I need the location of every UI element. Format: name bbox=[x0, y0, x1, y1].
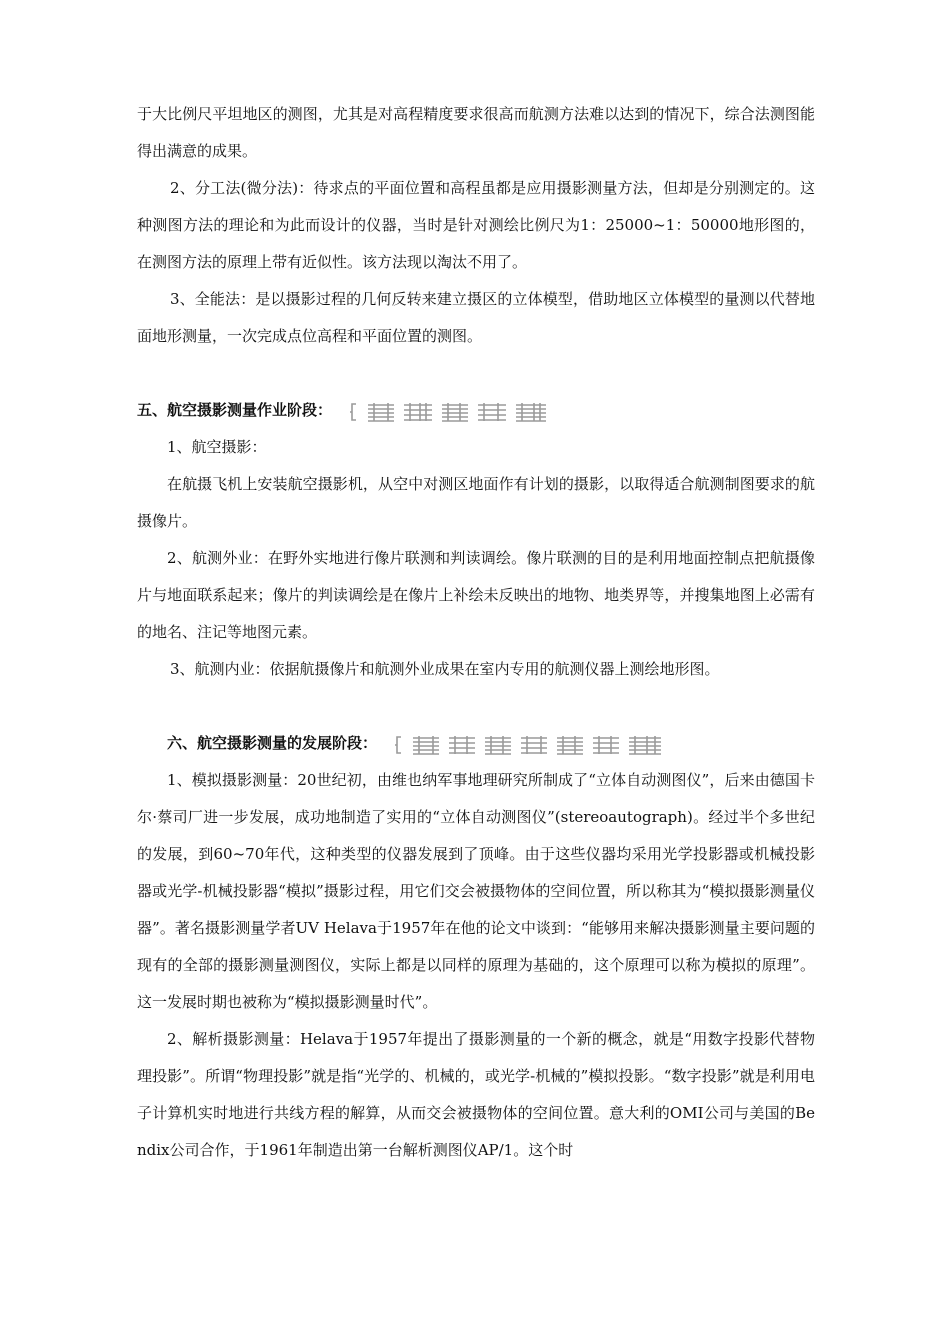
document-body bbox=[137, 96, 815, 1169]
section-6-item-1: 1、模拟摄影测量：20世纪初，由维也纳军事地理研究所制成了“立体自动测图仪”，后来由德国卡尔·蔡司厂进一步发展，成功地制造了实用的“立体自动测图仪”(stereoautograph)。经过半个多世纪的发展，到60~70年代，这种类型的仪器发展到了顶峰。由于这些仪器均采用光学投影器或机械投影器或光学-机械投影器“模拟”摄影过程，用它们交会被摄物体的空间位置，所以称其为“模拟摄影测量仪器”。著名摄影测量学者UV Helava于1957年在他的论文中谈到：“能够用来解决摄影测量主要问题的现有的全部的摄影测量测图仪，实际上都是以同样的原理为基础的，这个原理可以称为模拟的原理”。这一发展时期也被称为“模拟摄影测量时代”。 bbox=[137, 771, 815, 1011]
garbled-glyphs-svg bbox=[350, 401, 550, 423]
paragraph-continuation: 于大比例尺平坦地区的测图，尤其是对高程精度要求很高而航测方法难以达到的情况下，综合法测图能得出满意的成果。 bbox=[137, 105, 815, 160]
garbled-glyphs-graphic bbox=[350, 401, 550, 423]
spacer bbox=[137, 688, 815, 725]
paragraph-universal-method: 3、全能法：是以摄影过程的几何反转来建立摄区的立体模型，借助地区立体模型的量测以代替地面地形测量，一次完成点位高程和平面位置的测图。 bbox=[137, 290, 815, 345]
section-5-item-3: 3、航测内业：依据航摄像片和航测外业成果在室内专用的航测仪器上测绘地形图。 bbox=[170, 660, 720, 678]
section-5-heading bbox=[137, 392, 815, 429]
garbled-glyphs-svg bbox=[395, 734, 667, 756]
garbled-glyphs-graphic bbox=[395, 734, 667, 756]
section-6-item-2: 2、解析摄影测量：Helava于1957年提出了摄影测量的一个新的概念，就是“用数字投影代替物理投影”。所谓“物理投影”就是指“光学的、机械的，或光学-机械的”模拟投影。“数字投影”就是利用电子计算机实时地进行共线方程的解算，从而交会被摄物体的空间位置。意大利的OMI公司与美国的Bendix公司合作，于1961年制造出第一台解析测图仪AP/1。这个时 bbox=[137, 1030, 815, 1159]
spacer bbox=[137, 355, 815, 392]
section-5-item-1-title: 1、航空摄影： bbox=[167, 438, 267, 456]
paragraph-division-method: 2、分工法(微分法)：待求点的平面位置和高程虽都是应用摄影测量方法，但却是分别测定的。这种测图方法的理论和为此而设计的仪器，当时是针对测绘比例尺为1：25000~1：50000地形图的，在测图方法的原理上带有近似性。该方法现以淘汰不用了。 bbox=[137, 179, 815, 271]
section-5-item-1-body: 在航摄飞机上安装航空摄影机，从空中对测区地面作有计划的摄影，以取得适合航测制图要求的航摄像片。 bbox=[137, 475, 815, 530]
section-6-heading-text: 六、航空摄影测量的发展阶段： bbox=[167, 734, 378, 752]
section-5-item-2: 2、航测外业：在野外实地进行像片联测和判读调绘。像片联测的目的是利用地面控制点把航摄像片与地面联系起来；像片的判读调绘是在像片上补绘未反映出的地物、地类界等，并搜集地图上必需有的地名、注记等地图元素。 bbox=[137, 549, 815, 641]
section-5-heading-text: 五、航空摄影测量作业阶段： bbox=[137, 401, 333, 419]
section-6-heading bbox=[137, 725, 815, 762]
